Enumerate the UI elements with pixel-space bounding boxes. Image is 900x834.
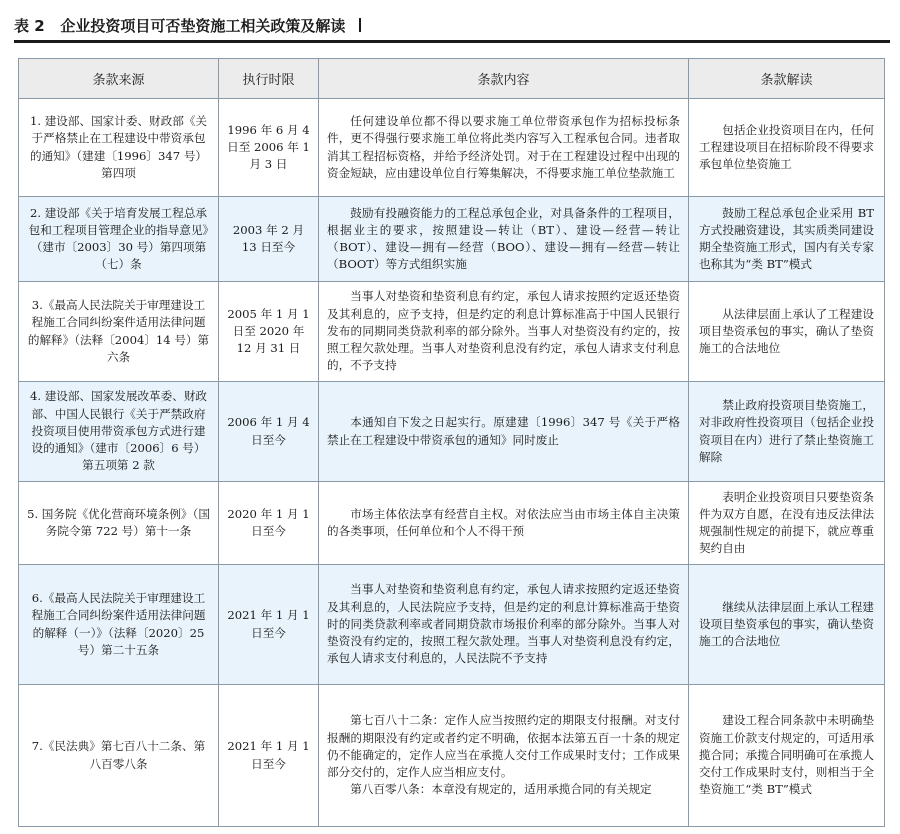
- cell-content: [319, 282, 689, 382]
- cell-content: [319, 99, 689, 197]
- content-paragraph: 本通知自下发之日起实行。原建建〔1996〕347 号《关于严格禁止在工程建设中带资承包的通知》同时废止: [327, 415, 680, 447]
- cell-period: 2003 年 2 月 13 日至今: [219, 197, 319, 282]
- cell-source: 2. 建设部《关于培育发展工程总承包和工程项目管理企业的指导意见》（建市〔2003〕30 号）第四项第（七）条: [19, 197, 219, 282]
- caption-rule: [14, 40, 890, 43]
- cell-interpretation: [689, 382, 885, 482]
- cell-source: 3.《最高人民法院关于审理建设工程施工合同纠纷案件适用法律问题的解释》（法释〔2004〕14 号）第六条: [19, 282, 219, 382]
- content-paragraph: 鼓励有投融资能力的工程总承包企业，对具备条件的工程项目，根据业主的要求，按照建设—转让（BT）、建设—经营—转让（BOT）、建设—拥有—经营（BOO）、建设—拥有—经营—转让（BOOT）等方式组织实施: [327, 205, 680, 272]
- cell-content: [319, 482, 689, 565]
- cell-period: 2006 年 1 月 4 日至今: [219, 382, 319, 482]
- content-paragraph: 任何建设单位都不得以要求施工单位带资承包作为招标投标条件，更不得强行要求施工单位将此类内容写入工程承包合同。违者取消其工程招标资格，并给予经济处罚。对于在工程建设过程中出现的资金短缺，应由建设单位自行筹集解决，不得要求施工单位垫款施工: [327, 114, 680, 180]
- interpretation-text: 禁止政府投资项目垫资施工，对非政府性投资项目（包括企业投资项目在内）进行了禁止垫资施工解除: [699, 398, 874, 464]
- cell-period: 2021 年 1 月 1 日至今: [219, 565, 319, 685]
- cell-interpretation: [689, 482, 885, 565]
- caption-label: 表 2: [14, 17, 45, 35]
- table-row: [19, 565, 885, 685]
- cell-content: [319, 382, 689, 482]
- table-row: [19, 197, 885, 282]
- cell-interpretation: [689, 99, 885, 197]
- cell-content: [319, 565, 689, 685]
- cell-source: 4. 建设部、国家发展改革委、财政部、中国人民银行《关于严禁政府投资项目使用带资承包方式进行建设的通知》（建市〔2006〕6 号）第五项第 2 款: [19, 382, 219, 482]
- cell-interpretation: [689, 282, 885, 382]
- header-interpretation: 条款解读: [689, 59, 885, 99]
- interpretation-text: 从法律层面上承认了工程建设项目垫资承包的事实，确认了垫资施工的合法地位: [699, 306, 874, 356]
- cell-period: 2005 年 1 月 1 日至 2020 年 12 月 31 日: [219, 282, 319, 382]
- caption-marker: [359, 18, 361, 32]
- cell-interpretation: [689, 197, 885, 282]
- cell-interpretation: [689, 685, 885, 827]
- interpretation-text: 包括企业投资项目在内，任何工程建设项目在招标阶段不得要求承包单位垫资施工: [699, 122, 874, 172]
- interpretation-text: 建设工程合同条款中未明确垫资施工价款支付规定的，可适用承揽合同；承揽合同明确可在承揽人交付工作成果时支付，则相当于全垫资施工“类 BT”模式: [699, 713, 874, 797]
- content-paragraph: 当事人对垫资和垫资利息有约定，承包人请求按照约定返还垫资及其利息的，应予支持，但是约定的利息计算标准高于中国人民银行发布的同期同类贷款利率的部分除外。当事人对垫资没有约定的，按照工程欠款处理。当事人对垫资利息没有约定，承包人请求支付利息的，不予支持: [327, 289, 680, 373]
- table-row: [19, 685, 885, 827]
- table-caption: [14, 14, 890, 38]
- cell-content: [319, 197, 689, 282]
- cell-period: 2020 年 1 月 1 日至今: [219, 482, 319, 565]
- table-row: [19, 482, 885, 565]
- header-period: 执行时限: [219, 59, 319, 99]
- content-paragraph: 第七百八十二条：定作人应当按照约定的期限支付报酬。对支付报酬的期限没有约定或者约定不明确，依据本法第五百一十条的规定仍不能确定的，定作人应当在承揽人交付工作成果时支付；工作成果部分交付的，定作人应当相应支付。: [327, 713, 680, 780]
- cell-period: 1996 年 6 月 4 日至 2006 年 1 月 3 日: [219, 99, 319, 197]
- cell-source: 1. 建设部、国家计委、财政部《关于严格禁止在工程建设中带资承包的通知》（建建〔1996〕347 号）第四项: [19, 99, 219, 197]
- table-row: [19, 282, 885, 382]
- cell-source: 6.《最高人民法院关于审理建设工程施工合同纠纷案件适用法律问题的解释（一）》（法释〔2020〕25 号）第二十五条: [19, 565, 219, 685]
- cell-source: 7.《民法典》第七百八十二条、第八百零八条: [19, 685, 219, 827]
- interpretation-text: 鼓励工程总承包企业采用 BT 方式投融资建设，其实质类同建设期全垫资施工形式，国内有关专家也称其为“类 BT”模式: [699, 205, 874, 272]
- header-source: 条款来源: [19, 59, 219, 99]
- table-row: [19, 382, 885, 482]
- policy-table: [18, 58, 885, 827]
- interpretation-text: 继续从法律层面上承认工程建设项目垫资承包的事实，确认垫资施工的合法地位: [699, 599, 874, 649]
- table-row: [19, 99, 885, 197]
- cell-content: [319, 685, 689, 827]
- cell-period: 2021 年 1 月 1 日至今: [219, 685, 319, 827]
- content-paragraph: 当事人对垫资和垫资利息有约定，承包人请求按照约定返还垫资及其利息的，人民法院应予支持，但是约定的利息计算标准高于垫资时的同类贷款利率或者同期贷款市场报价利率的部分除外。当事人对垫资没有约定的，按照工程欠款处理。当事人对垫资利息没有约定，承包人请求支付利息的，人民法院不予支持: [327, 582, 680, 666]
- header-content: 条款内容: [319, 59, 689, 99]
- content-paragraph: 市场主体依法享有经营自主权。对依法应当由市场主体自主决策的各类事项，任何单位和个人不得干预: [327, 506, 680, 538]
- cell-source: 5. 国务院《优化营商环境条例》（国务院令第 722 号）第十一条: [19, 482, 219, 565]
- header-row: [19, 59, 885, 99]
- cell-interpretation: [689, 565, 885, 685]
- content-paragraph: 第八百零八条：本章没有规定的，适用承揽合同的有关规定: [350, 782, 652, 797]
- interpretation-text: 表明企业投资项目只要垫资条件为双方自愿，在没有违反法律法规强制性规定的前提下，就应尊重契约自由: [699, 489, 874, 556]
- caption-title: 企业投资项目可否垫资施工相关政策及解读: [60, 17, 346, 35]
